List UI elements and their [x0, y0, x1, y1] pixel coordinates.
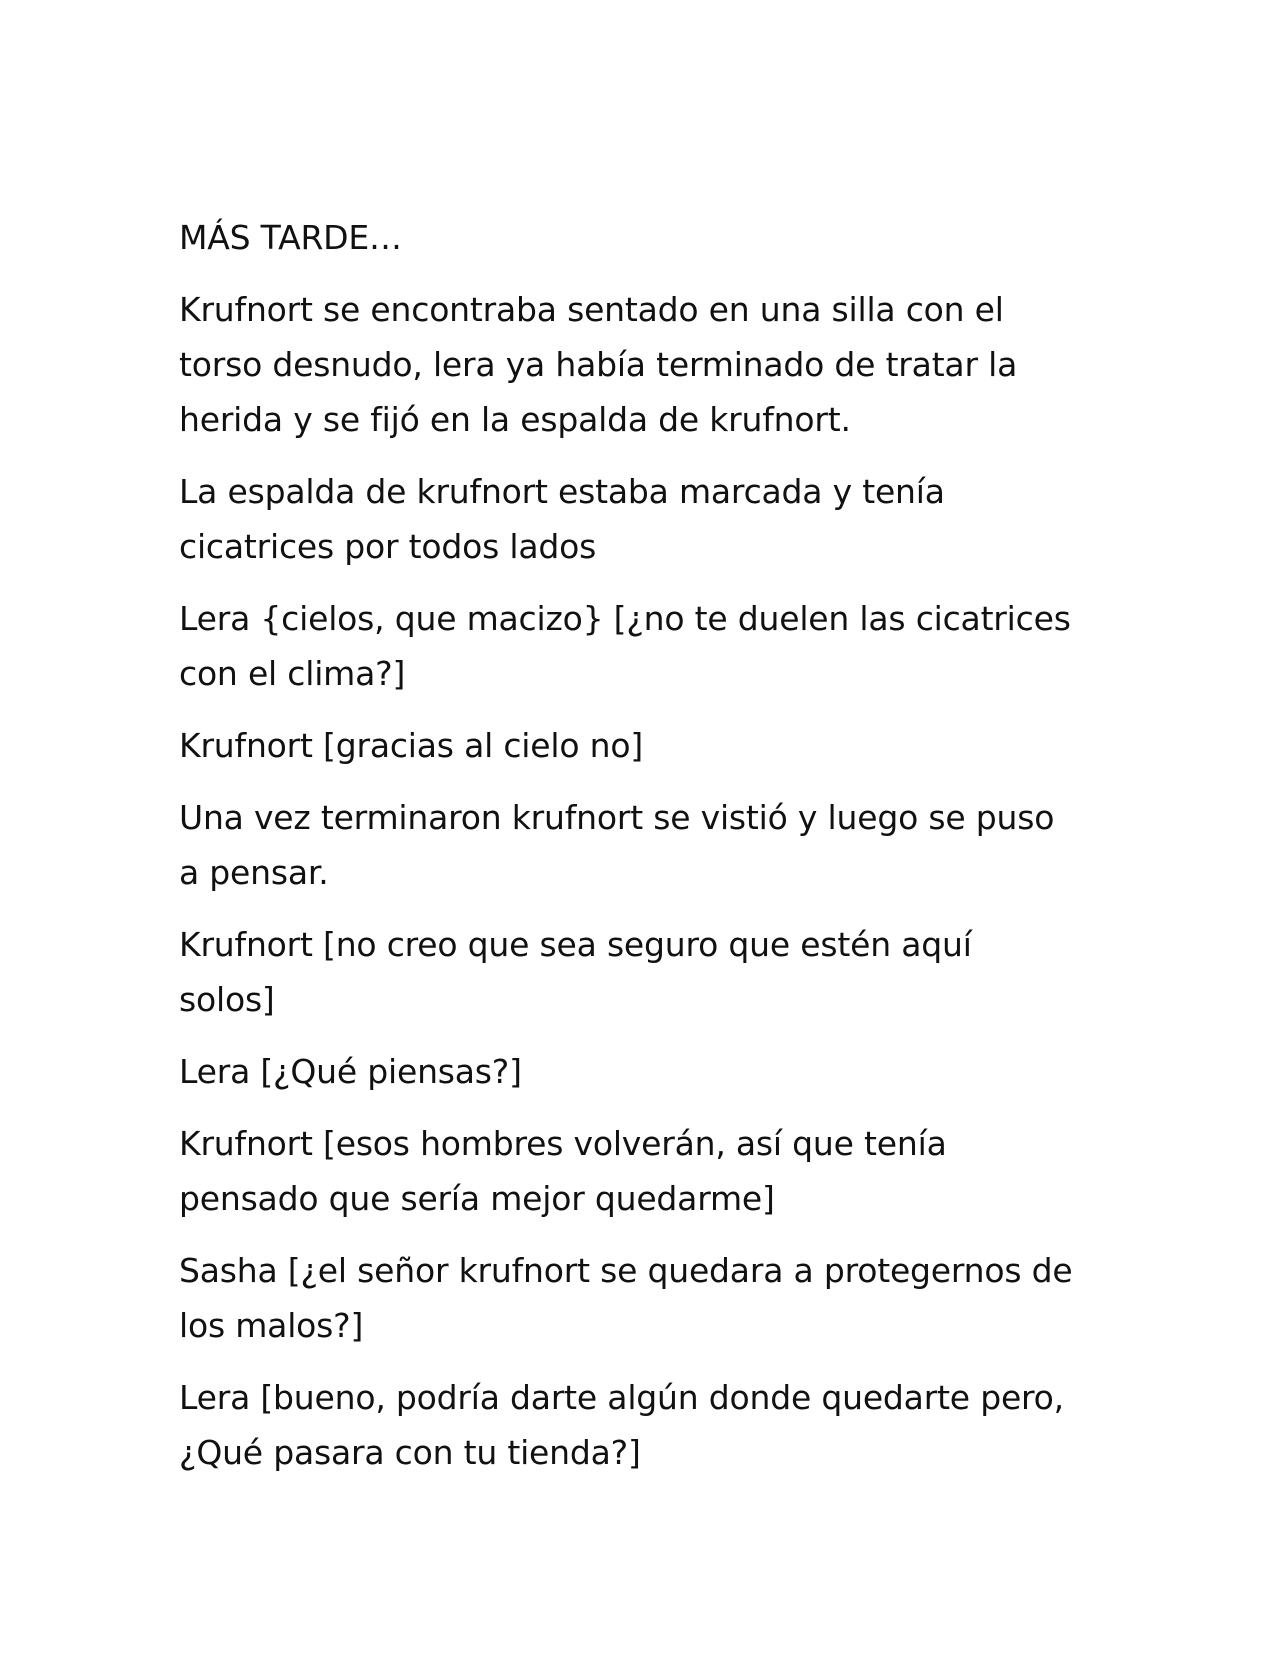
dialogue-line: Sasha [¿el señor krufnort se quedara a protegernos de los malos?]: [179, 1251, 1073, 1345]
scene-heading: MÁS TARDE…: [179, 218, 402, 257]
dialogue-line: Krufnort [no creo que sea seguro que estén aquí solos]: [179, 925, 972, 1019]
dialogue-line: Lera {cielos, que macizo} [¿no te duelen las cicatrices con el clima?]: [179, 599, 1071, 693]
document-body: [179, 210, 1119, 1497]
dialogue-line: Lera [bueno, podría darte algún donde quedarte pero, ¿Qué pasara con tu tienda?]: [179, 1378, 1064, 1472]
dialogue-line: Krufnort [gracias al cielo no]: [179, 726, 643, 765]
narration-paragraph: Una vez terminaron krufnort se vistió y luego se puso a pensar.: [179, 798, 1055, 892]
narration-paragraph: La espalda de krufnort estaba marcada y tenía cicatrices por todos lados: [179, 472, 945, 566]
narration-paragraph: Krufnort se encontraba sentado en una silla con el torso desnudo, lera ya había terminado de tratar la herida y se fijó en la espalda de krufnort.: [179, 290, 1018, 439]
dialogue-line: Krufnort [esos hombres volverán, así que tenía pensado que sería mejor quedarme]: [179, 1124, 947, 1218]
dialogue-line: Lera [¿Qué piensas?]: [179, 1052, 522, 1091]
